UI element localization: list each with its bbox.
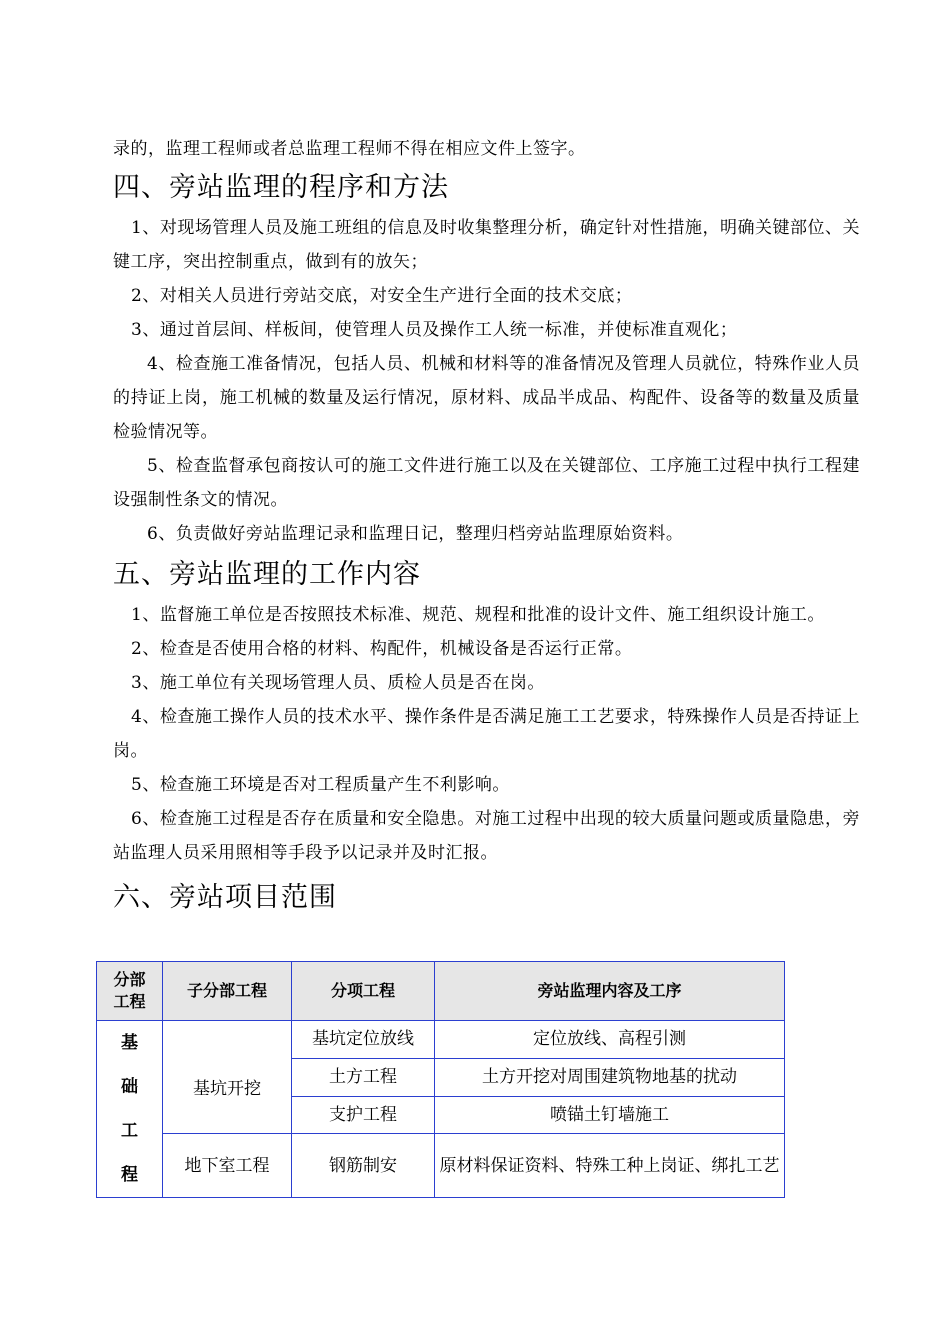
section-5-heading: 五、旁站监理的工作内容: [113, 559, 421, 590]
header-item: 分项工程: [292, 962, 435, 1021]
content-cell: 土方开挖对周围建筑物地基的扰动: [435, 1058, 785, 1096]
header-subdivision: 子分部工程: [163, 962, 292, 1021]
scope-table: [96, 961, 785, 1198]
subdivision-cell: 地下室工程: [163, 1134, 292, 1198]
s5-item-5: 5、检查施工环境是否对工程质量产生不利影响。: [131, 775, 510, 795]
s5-item-3: 3、施工单位有关现场管理人员、质检人员是否在岗。: [131, 673, 545, 693]
content-cell: 定位放线、高程引测: [435, 1021, 785, 1059]
table-row: [97, 1134, 785, 1198]
item-cell: 支护工程: [292, 1096, 435, 1134]
s4-item-5: 5、检查监督承包商按认可的施工文件进行施工以及在关键部位、工序施工过程中执行工程建设强制性条文的情况。: [113, 456, 860, 510]
table-row: [97, 1021, 785, 1059]
header-division: 分部工程: [97, 962, 163, 1021]
s5-item-4: 4、检查施工操作人员的技术水平、操作条件是否满足施工工艺要求，特殊操作人员是否持证上岗。: [113, 707, 860, 761]
document-page: [113, 0, 860, 918]
item-cell: 土方工程: [292, 1058, 435, 1096]
s5-item-1: 1、监督施工单位是否按照技术标准、规范、规程和批准的设计文件、施工组织设计施工。: [131, 605, 825, 625]
intro-tail-paragraph: 录的，监理工程师或者总监理工程师不得在相应文件上签字。: [113, 139, 586, 159]
s4-item-4: 4、检查施工准备情况，包括人员、机械和材料等的准备情况及管理人员就位，特殊作业人员的持证上岗，施工机械的数量及运行情况，原材料、成品半成品、构配件、设备等的数量及质量检验情况等。: [113, 354, 860, 442]
content-cell: 原材料保证资料、特殊工种上岗证、绑扎工艺: [435, 1134, 785, 1198]
s4-item-2: 2、对相关人员进行旁站交底，对安全生产进行全面的技术交底；: [131, 286, 633, 306]
s5-item-6: 6、检查施工过程是否存在质量和安全隐患。对施工过程中出现的较大质量问题或质量隐患，旁站监理人员采用照相等手段予以记录并及时汇报。: [113, 809, 860, 863]
s5-item-2: 2、检查是否使用合格的材料、构配件，机械设备是否运行正常。: [131, 639, 633, 659]
table-header-row: [97, 962, 785, 1021]
content-cell: 喷锚土钉墙施工: [435, 1096, 785, 1134]
item-cell: 基坑定位放线: [292, 1021, 435, 1059]
s4-item-6: 6、负责做好旁站监理记录和监理日记，整理归档旁站监理原始资料。: [147, 524, 684, 544]
section-6-heading: 六、旁站项目范围: [113, 882, 337, 913]
subdivision-cell: 基坑开挖: [163, 1021, 292, 1134]
item-cell: 钢筋制安: [292, 1134, 435, 1198]
header-content: 旁站监理内容及工序: [435, 962, 785, 1021]
section-4-heading: 四、旁站监理的程序和方法: [113, 172, 449, 203]
s4-item-3: 3、通过首层间、样板间，使管理人员及操作工人统一标准，并使标准直观化；: [131, 320, 738, 340]
s4-item-1: 1、对现场管理人员及施工班组的信息及时收集整理分析，确定针对性措施，明确关键部位、关键工序，突出控制重点，做到有的放矢；: [113, 218, 860, 272]
division-cell: 基 础 工 程: [97, 1021, 163, 1198]
